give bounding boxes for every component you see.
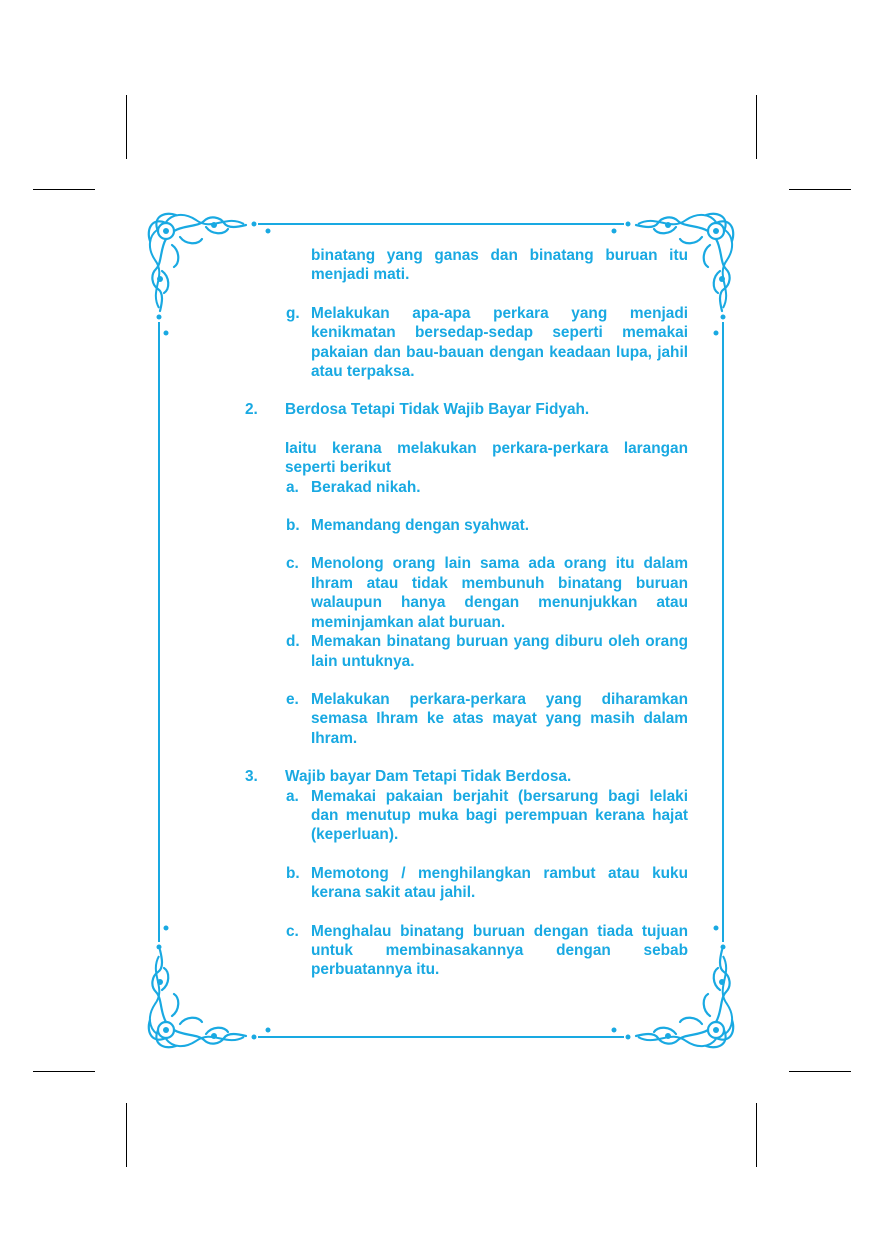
section-intro: Iaitu kerana melakukan perkara-perkara larangan seperti berikut [285,439,688,477]
list-item [245,304,688,382]
list-item [245,554,688,632]
section-heading [245,767,688,786]
list-letter: e. [286,690,299,708]
page-content [245,246,688,980]
list-letter: b. [286,864,300,882]
list-item [245,478,688,497]
item-f-continuation: binatang yang ganas dan binatang buruan itu menjadi mati. [311,247,688,284]
list-text: Memakan binatang buruan yang diburu oleh orang lain untuknya. [311,633,688,670]
list-letter: g. [286,304,300,322]
list-item [245,632,688,671]
list-text: Memakai pakaian berjahit (bersarung bagi lelaki dan menutup muka bagi perempuan kerana hajat (keperluan). [311,787,688,844]
list-text: Berakad nikah. [311,478,421,496]
list-letter: c. [286,922,299,940]
section-number: 3. [245,768,258,786]
list-letter: d. [286,633,300,651]
list-text: Memotong / menghilangkan rambut atau kuku kerana sakit atau jahil. [311,864,688,902]
section-number: 2. [245,401,258,419]
list-item [245,787,688,845]
section-title: Wajib bayar Dam Tetapi Tidak Berdosa. [285,768,572,786]
list-item [245,864,688,903]
list-letter: b. [286,517,300,535]
section-heading [245,400,688,419]
list-text: Menghalau binatang buruan dengan tiada tujuan untuk membinasakannya dengan sebab perbuatannya itu. [311,922,688,979]
list-item [245,516,688,535]
list-text: Menolong orang lain sama ada orang itu dalam Ihram atau tidak membunuh binatang buruan walaupun hanya dengan menunjukkan atau meminjamkan alat buruan. [311,555,688,631]
list-letter: c. [286,555,299,573]
list-letter: a. [286,787,299,805]
list-text: Memandang dengan syahwat. [311,517,530,535]
list-text: Melakukan apa-apa perkara yang menjadi kenikmatan bersedap-sedap seperti memakai pakaian dan bau-bauan dengan keadaan lupa, jahil atau terpaksa. [311,304,688,381]
list-text: Melakukan perkara-perkara yang diharamkan semasa Ihram ke atas mayat yang masih dalam Ihram. [311,690,688,747]
list-item [245,922,688,980]
list-item [245,690,688,748]
section-title: Berdosa Tetapi Tidak Wajib Bayar Fidyah. [285,401,590,419]
list-letter: a. [286,478,299,496]
